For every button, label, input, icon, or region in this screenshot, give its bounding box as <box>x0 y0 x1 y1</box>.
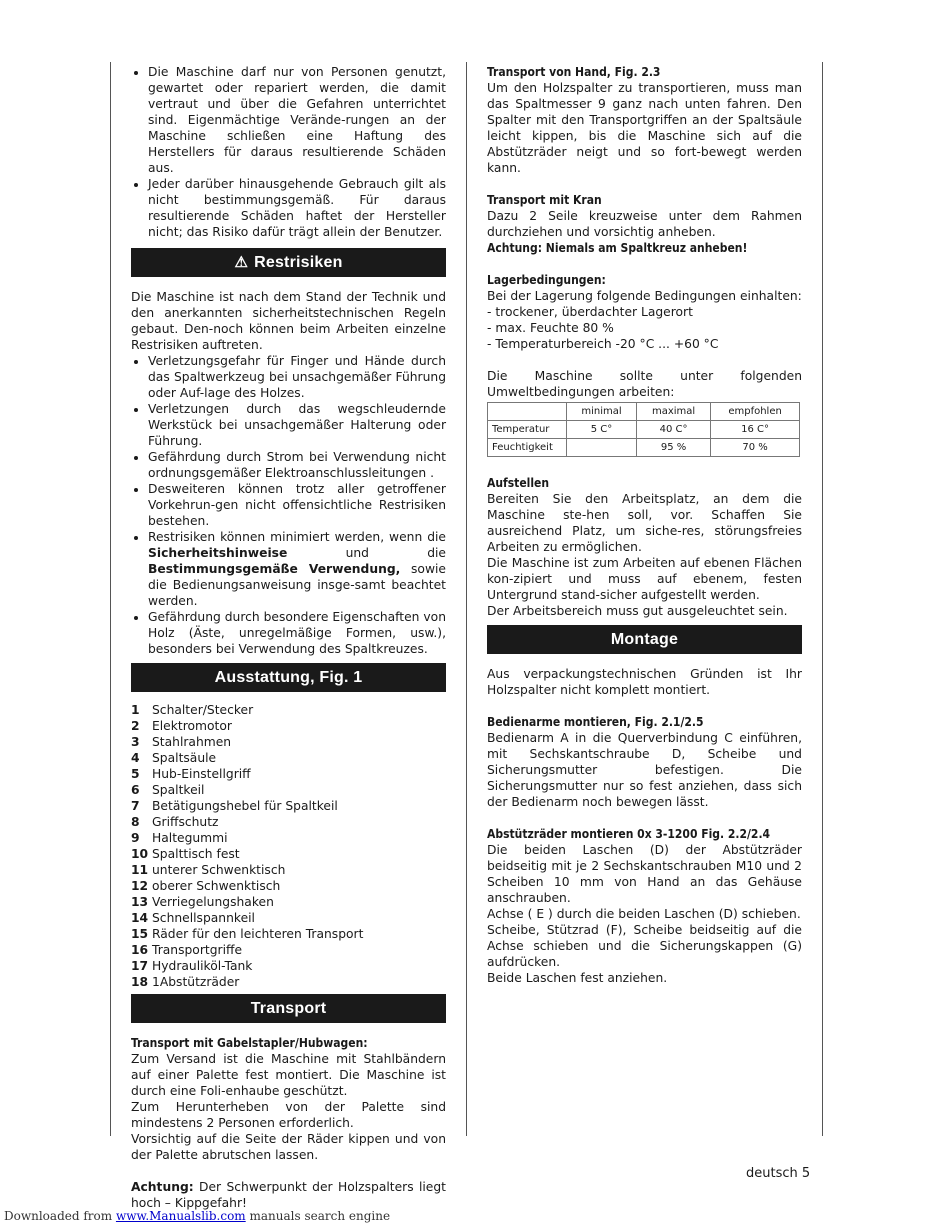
list-item <box>131 830 446 846</box>
item-number: 7 <box>131 799 140 813</box>
ausstattung-heading: Ausstattung, Fig. 1 <box>131 663 446 692</box>
item-label: Transportgriffe <box>152 943 243 957</box>
item-label: Spaltkeil <box>152 783 205 797</box>
list-item <box>131 926 446 942</box>
restrisiken-intro: Die Maschine ist nach dem Stand der Technik und den anerkannten sicherheitstechnischen Regeln gebaut. Den-noch können beim Arbeiten einzelne Restrisiken auftreten. <box>131 290 446 352</box>
item-label: 1Abstützräder <box>152 975 240 989</box>
list-item <box>131 910 446 926</box>
table-cell: Temperatur <box>488 421 567 439</box>
list-item <box>131 878 446 894</box>
list-item: • Gefährdung durch Strom bei Verwendung nicht ordnungsgemäßer Elektroanschlussleitungen . <box>148 449 446 481</box>
ausstattung-list <box>131 702 446 990</box>
item-number: 5 <box>131 767 140 781</box>
bedienarme-text: Bedienarm A in die Querverbindung C einführen, mit Sechskantschraube D, Scheibe und Sicherungsmutter befestigen. Die Sicherungsmutter nur so fest anziehen, dass sich der Bedienarm noch bewegen lässt. <box>487 731 802 809</box>
list-item <box>131 782 446 798</box>
center-rule <box>466 62 467 1136</box>
left-column <box>131 64 446 1211</box>
item-label: unterer Schwenktisch <box>152 863 286 877</box>
item-label: Schnellspannkeil <box>152 911 255 925</box>
bedienarme-title: Bedienarme montieren, Fig. 2.1/2.5 <box>487 715 704 729</box>
footer-prefix: Downloaded from <box>4 1209 116 1223</box>
transport-kran-title: Transport mit Kran <box>487 193 602 207</box>
list-item: • Die Maschine darf nur von Personen genutzt, gewartet oder repariert werden, die damit vertraut und über die Gefahren unterrichtet sind. Eigenmächtige Verände-rungen an der Maschine schließen eine Haftung des Herstellers für daraus resultierende Schäden aus. <box>148 64 446 176</box>
transport-paragraph: Zum Herunterheben von der Palette sind mindestens 2 Personen erforderlich. <box>131 1100 446 1130</box>
table-header: empfohlen <box>711 403 800 421</box>
item-number: 17 <box>131 959 149 973</box>
aufstellen-paragraph: Bereiten Sie den Arbeitsplatz, an dem die Maschine ste-hen soll, vor. Schaffen Sie ausreichend Platz, um siche-res, störungsfreies Arbeiten zu ermöglichen. <box>487 492 802 554</box>
page-number: deutsch 5 <box>746 1166 811 1181</box>
list-item: • Desweiteren können trotz aller getroffener Vorkehrun-gen nicht offensichtliche Restrisiken bestehen. <box>148 481 446 529</box>
text: und die <box>287 546 446 560</box>
transport-kran-text: Dazu 2 Seile kreuzweise unter dem Rahmen durchziehen und vorsichtig anheben. <box>487 209 802 239</box>
aufstellen-paragraph: Die Maschine ist zum Arbeiten auf ebenen Flächen kon-zipiert und muss auf ebenem, festen Untergrund stand-sicher aufgestellt werden. <box>487 556 802 602</box>
table-row <box>488 421 800 439</box>
transport-warning <box>131 1179 446 1211</box>
list-item <box>131 734 446 750</box>
list-item: • Verletzungen durch das wegschleudernde Werkstück bei unsachgemäßer Halterung oder Führung. <box>148 401 446 449</box>
lager-line: - max. Feuchte 80 % <box>487 321 614 335</box>
item-number: 9 <box>131 831 140 845</box>
restrisiken-list <box>131 353 446 657</box>
table-header: maximal <box>637 403 711 421</box>
item-number: 10 <box>131 847 149 861</box>
item-number: 4 <box>131 751 140 765</box>
list-item <box>131 750 446 766</box>
abstuetzraeder-paragraph: Beide Laschen fest anziehen. <box>487 971 668 985</box>
list-item <box>131 702 446 718</box>
table-cell: 95 % <box>637 439 711 457</box>
list-item <box>148 529 446 609</box>
item-number: 11 <box>131 863 149 877</box>
table-cell: 70 % <box>711 439 800 457</box>
list-item <box>131 798 446 814</box>
transport-gabelstapler-title: Transport mit Gabelstapler/Hubwagen: <box>131 1036 368 1050</box>
item-label: Stahlrahmen <box>152 735 232 749</box>
list-item: • Verletzungsgefahr für Finger und Hände durch das Spaltwerkzeug bei unsachgemäßer Führung oder Auf-lage des Holzes. <box>148 353 446 401</box>
item-label: oberer Schwenktisch <box>152 879 281 893</box>
bold-text: Bestimmungsgemäße Verwendung, <box>148 562 401 576</box>
item-number: 8 <box>131 815 140 829</box>
item-label: Räder für den leichteren Transport <box>152 927 364 941</box>
list-item <box>131 974 446 990</box>
item-number: 18 <box>131 975 149 989</box>
table-header: minimal <box>567 403 637 421</box>
item-number: 12 <box>131 879 149 893</box>
list-item <box>131 766 446 782</box>
manualslib-link[interactable]: www.Manualslib.com <box>115 1209 246 1223</box>
footer-suffix: manuals search engine <box>245 1209 391 1223</box>
item-label: Spalttisch fest <box>152 847 240 861</box>
environment-table <box>487 402 800 457</box>
umwelt-intro: Die Maschine sollte unter folgenden Umweltbedingungen arbeiten: <box>487 369 802 399</box>
item-number: 1 <box>131 703 140 717</box>
restrisiken-heading <box>131 248 446 277</box>
transport-heading: Transport <box>131 994 446 1023</box>
bold-text: Sicherheitshinweise <box>148 546 288 560</box>
lagerbedingungen-intro: Bei der Lagerung folgende Bedingungen einhalten: <box>487 289 802 303</box>
abstuetzraeder-paragraph: Scheibe, Stützrad (F), Scheibe beidseitig auf die Achse schieben und die Sicherungskappen (G) aufdrücken. <box>487 923 802 969</box>
list-item <box>131 942 446 958</box>
lager-line: - trockener, überdachter Lagerort <box>487 305 693 319</box>
list-item <box>131 846 446 862</box>
item-label: Haltegummi <box>152 831 228 845</box>
montage-intro: Aus verpackungstechnischen Gründen ist Ihr Holzspalter nicht komplett montiert. <box>487 667 802 697</box>
warning-icon: ⚠ <box>234 254 249 271</box>
warning-label: Achtung: <box>131 1180 194 1194</box>
right-column <box>487 64 802 986</box>
table-header <box>488 403 567 421</box>
item-label: Betätigungshebel für Spaltkeil <box>152 799 338 813</box>
text: Restrisiken können minimiert werden, wenn die <box>148 530 446 544</box>
table-cell: 16 C° <box>711 421 800 439</box>
item-label: Verriegelungshaken <box>152 895 274 909</box>
item-number: 3 <box>131 735 140 749</box>
item-number: 2 <box>131 719 140 733</box>
download-footer <box>4 1209 390 1223</box>
list-item <box>131 958 446 974</box>
right-rule <box>822 62 823 1136</box>
list-item <box>131 862 446 878</box>
abstuetzraeder-paragraph: Die beiden Laschen (D) der Abstützräder beidseitig mit je 2 Sechskantschrauben M10 und 2 Scheiben 10 mm von Hand an das Gehäuse anschrauben. <box>487 843 802 905</box>
item-number: 15 <box>131 927 149 941</box>
list-item: • Jeder darüber hinausgehende Gebrauch gilt als nicht bestimmungsgemäß. Für daraus resultierende Schäden haftet der Hersteller nicht; das Risiko dafür trägt allein der Benutzer. <box>148 176 446 240</box>
item-label: Schalter/Stecker <box>152 703 254 717</box>
abstuetzraeder-paragraph: Achse ( E ) durch die beiden Laschen (D) schieben. <box>487 907 801 921</box>
list-item: • Gefährdung durch besondere Eigenschaften von Holz (Äste, unregelmäßige Formen, usw.), besonders bei Verwendung des Spaltkreuzes. <box>148 609 446 657</box>
transport-paragraph: Zum Versand ist die Maschine mit Stahlbändern auf einer Palette fest montiert. Die Maschine ist durch eine Foli-enhaube geschützt. <box>131 1052 446 1098</box>
lagerbedingungen-title: Lagerbedingungen: <box>487 273 606 287</box>
list-item <box>131 894 446 910</box>
transport-hand-text: Um den Holzspalter zu transportieren, muss man das Spaltmesser 9 ganz nach unten fahren. Den Spalter mit den Transportgriffen an der Spaltsäule leicht kippen, bis die Maschine sich auf die Abstützräder neigt und so fort-bewegt werden kann. <box>487 81 802 175</box>
table-header-row <box>488 403 800 421</box>
warning-text: Der Schwerpunkt der Holzspalters liegt hoch – Kippgefahr! <box>131 1180 446 1210</box>
transport-hand-title: Transport von Hand, Fig. 2.3 <box>487 65 661 79</box>
table-cell: 40 C° <box>637 421 711 439</box>
table-cell <box>567 439 637 457</box>
aufstellen-paragraph: Der Arbeitsbereich muss gut ausgeleuchtet sein. <box>487 604 788 618</box>
item-number: 13 <box>131 895 149 909</box>
item-number: 6 <box>131 783 140 797</box>
table-cell: 5 C° <box>567 421 637 439</box>
restrisiken-title: Restrisiken <box>254 254 343 271</box>
intro-bullet-list <box>131 64 446 240</box>
transport-kran-warning: Achtung: Niemals am Spaltkreuz anheben! <box>487 241 748 255</box>
montage-heading: Montage <box>487 625 802 654</box>
item-label: Hub-Einstellgriff <box>152 767 251 781</box>
list-item <box>131 718 446 734</box>
left-rule <box>110 62 111 1136</box>
item-label: Hydrauliköl-Tank <box>152 959 253 973</box>
item-label: Elektromotor <box>152 719 232 733</box>
table-row <box>488 439 800 457</box>
lager-line: - Temperaturbereich -20 °C ... +60 °C <box>487 337 719 351</box>
transport-paragraph: Vorsichtig auf die Seite der Räder kippen und von der Palette abrutschen lassen. <box>131 1132 446 1162</box>
item-label: Griffschutz <box>152 815 219 829</box>
abstuetzraeder-title: Abstützräder montieren 0x 3-1200 Fig. 2.2/2.4 <box>487 827 771 841</box>
item-number: 14 <box>131 911 149 925</box>
text: sowie die Bedienungsanweisung insge-samt beachtet werden. <box>148 562 446 608</box>
item-number: 16 <box>131 943 149 957</box>
item-label: Spaltsäule <box>152 751 217 765</box>
list-item <box>131 814 446 830</box>
table-cell: Feuchtigkeit <box>488 439 567 457</box>
aufstellen-title: Aufstellen <box>487 476 550 490</box>
